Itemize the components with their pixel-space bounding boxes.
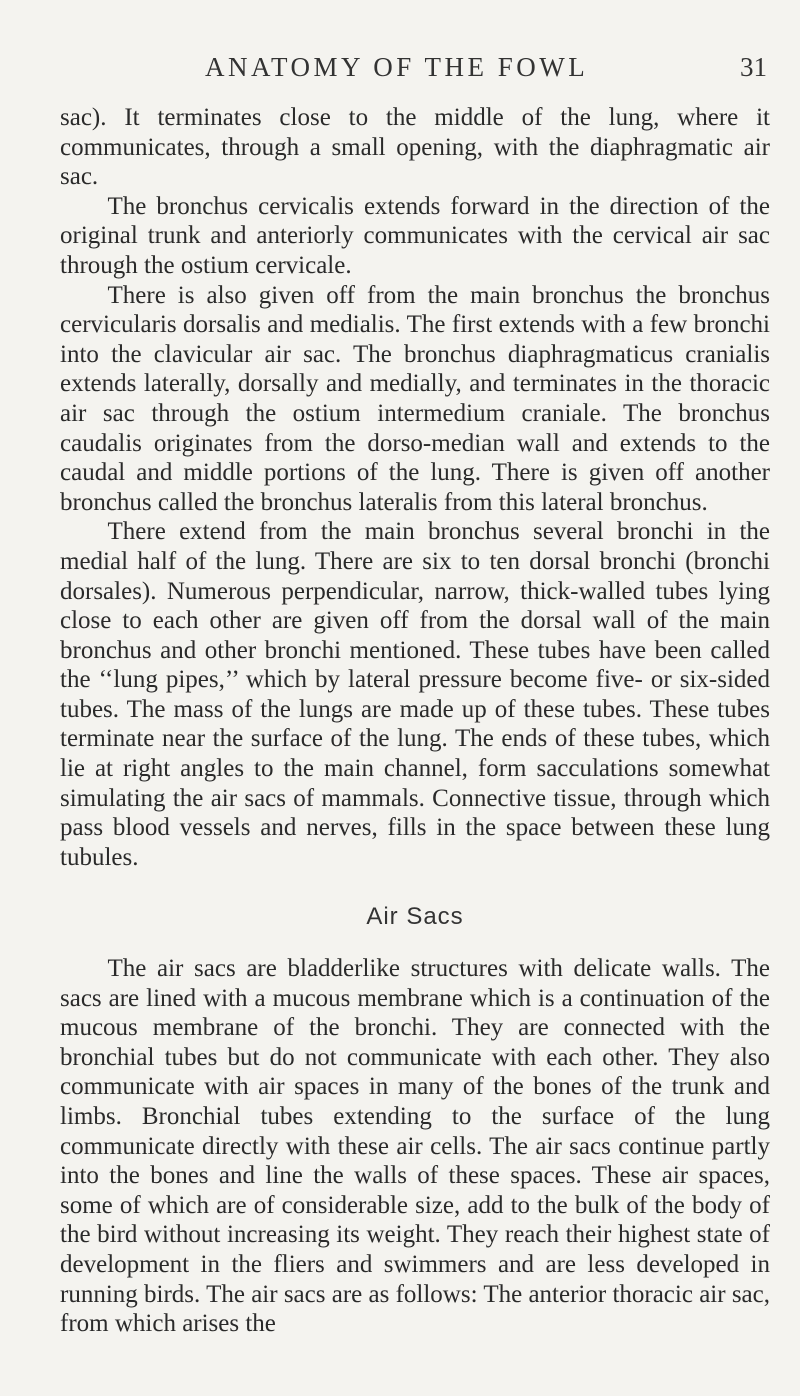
paragraph-air-sacs: The air sacs are bladderlike structures with delicate walls. The sacs are lined with a mucous membrane which is a continuation of the mucous membrane of the bronchi. They are connected with the bronchial tubes but do not communicate with each other. They also communicate with air spaces in many of the bones of the trunk and limbs. Bronchial tubes extending to the surface of the lung communicate directly with these air cells. The air sacs continue partly into the bones and line the walls of these spaces. These air spaces, some of which are of considerable size, add to the bulk of the body of the bird without increasing its weight. They reach their highest state of development in the fliers and swimmers and are less developed in running birds. The air sacs are as follows: The anterior thoracic air sac, from which arises the	[60, 955, 770, 1338]
page-number: 31	[740, 52, 767, 82]
running-title: ANATOMY OF THE FOWL	[205, 52, 589, 82]
paragraph-bronchus-cervicalis: The bronchus cervicalis extends forward in the direction of the original trunk and anteriorly communicates with the cervical air sac through the ostium cervicale.	[60, 192, 770, 279]
section-heading-air-sacs: Air Sacs	[366, 903, 464, 931]
running-head	[60, 52, 767, 92]
body-text	[60, 103, 770, 1339]
paragraph-bronchus-branches: There is also given off from the main bronchus the bronchus cervicularis dorsalis and medialis. The first extends with a few bronchi into the clavicular air sac. The bronchus diaphragmaticus cranialis extends laterally, dorsally and medially, and terminates in the thoracic air sac through the ostium intermedium craniale. The bronchus caudalis originates from the dorso-median wall and extends to the caudal and middle portions of the lung. There is given off another bronchus called the bronchus lateralis from this lateral bronchus.	[60, 281, 770, 516]
paragraph-continuation: sac). It terminates close to the middle of the lung, where it communicates, through a small opening, with the diaphragmatic air sac.	[60, 104, 770, 191]
paragraph-medial-bronchi: There extend from the main bronchus several bronchi in the medial half of the lung. There are six to ten dorsal bronchi (bronchi dorsales). Numerous perpendicular, narrow, thick-walled tubes lying close to each other are given off from the dorsal wall of the main bronchus and other bronchi mentioned. These tubes have been called the ‘‘lung pipes,’’ which by lateral pressure become five- or six-sided tubes. The mass of the lungs are made up of these tubes. These tubes terminate near the surface of the lung. The ends of these tubes, which lie at right angles to the main channel, form sacculations somewhat simulating the air sacs of mammals. Connective tissue, through which pass blood vessels and nerves, fills in the space between these lung tubules.	[60, 518, 770, 871]
